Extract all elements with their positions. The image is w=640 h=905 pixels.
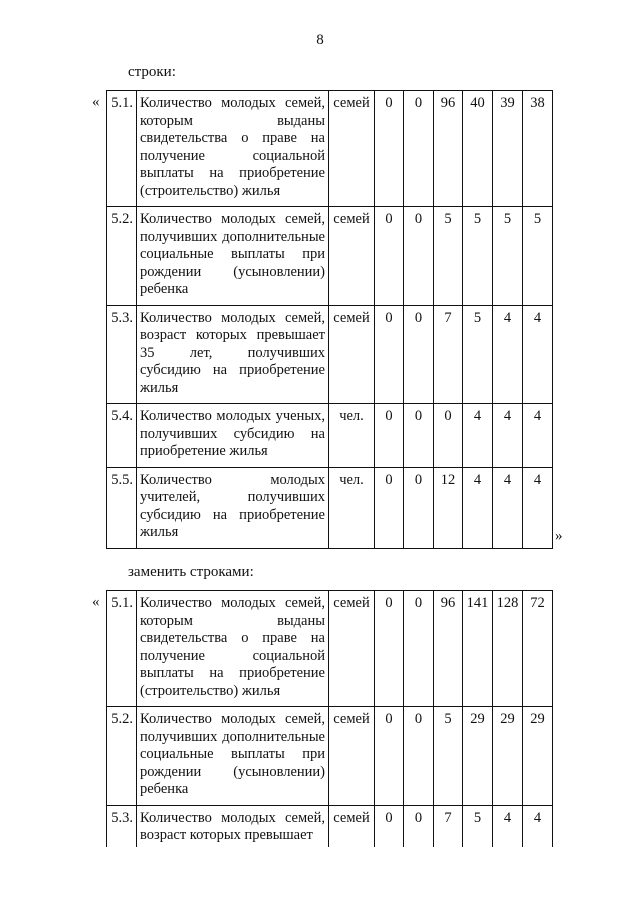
row-value: 0 <box>375 404 404 468</box>
row-value: 5 <box>434 707 463 806</box>
row-value: 0 <box>375 707 404 806</box>
row-value: 5 <box>523 207 553 306</box>
table-row <box>107 591 553 707</box>
table-row <box>107 467 553 548</box>
row-description: Количество молодых семей, которым выданы свидетельства о праве на получение социальной выплаты на приобретение (строительство) жилья <box>137 591 329 707</box>
section-label-new: заменить строками: <box>128 564 254 580</box>
row-description: Количество молодых семей, которым выданы свидетельства о праве на получение социальной выплаты на приобретение (строительство) жилья <box>137 91 329 207</box>
row-value: 7 <box>434 805 463 847</box>
row-value: 0 <box>404 207 434 306</box>
row-number: 5.3. <box>107 805 137 847</box>
table-row <box>107 305 553 404</box>
table-row <box>107 207 553 306</box>
row-unit: семей <box>329 805 375 847</box>
row-value: 96 <box>434 591 463 707</box>
quote-open-old: « <box>92 94 100 110</box>
row-number: 5.2. <box>107 207 137 306</box>
row-value: 4 <box>523 805 553 847</box>
row-unit: семей <box>329 207 375 306</box>
indicator-table-new <box>106 590 553 847</box>
row-value: 4 <box>523 467 553 548</box>
row-description: Количество молодых ученых, получивших субсидию на приобретение жилья <box>137 404 329 468</box>
row-value: 5 <box>463 207 493 306</box>
row-value: 29 <box>493 707 523 806</box>
row-value: 4 <box>493 404 523 468</box>
row-value: 5 <box>463 305 493 404</box>
row-unit: семей <box>329 305 375 404</box>
row-value: 4 <box>493 467 523 548</box>
row-value: 40 <box>463 91 493 207</box>
row-value: 0 <box>404 305 434 404</box>
row-value: 4 <box>463 404 493 468</box>
row-value: 0 <box>375 207 404 306</box>
row-value: 38 <box>523 91 553 207</box>
row-description: Количество молодых семей, получивших дополнительные социальные выплаты при рождении (усыновлении) ребенка <box>137 207 329 306</box>
row-unit: семей <box>329 707 375 806</box>
page-number: 8 <box>316 32 324 48</box>
row-number: 5.4. <box>107 404 137 468</box>
row-unit: чел. <box>329 467 375 548</box>
quote-close-old: » <box>555 528 563 544</box>
row-description: Количество молодых семей, возраст которых превышает 35 лет, получивших субсидию на приобретение жилья <box>137 305 329 404</box>
row-value: 0 <box>375 305 404 404</box>
row-value: 72 <box>523 591 553 707</box>
row-description: Количество молодых семей, получивших дополнительные социальные выплаты при рождении (усыновлении) ребенка <box>137 707 329 806</box>
row-value: 96 <box>434 91 463 207</box>
row-number: 5.3. <box>107 305 137 404</box>
row-value: 12 <box>434 467 463 548</box>
row-value: 0 <box>375 467 404 548</box>
row-value: 4 <box>463 467 493 548</box>
row-value: 4 <box>493 305 523 404</box>
row-value: 29 <box>523 707 553 806</box>
table-row <box>107 805 553 847</box>
row-value: 0 <box>404 707 434 806</box>
row-value: 29 <box>463 707 493 806</box>
row-unit: семей <box>329 591 375 707</box>
row-description: Количество молодых учителей, получивших субсидию на приобретение жилья <box>137 467 329 548</box>
row-value: 128 <box>493 591 523 707</box>
row-unit: семей <box>329 91 375 207</box>
row-value: 0 <box>404 805 434 847</box>
row-value: 39 <box>493 91 523 207</box>
row-value: 0 <box>404 467 434 548</box>
row-value: 5 <box>434 207 463 306</box>
row-number: 5.5. <box>107 467 137 548</box>
row-number: 5.1. <box>107 591 137 707</box>
section-label-old: строки: <box>128 64 176 80</box>
table-row <box>107 404 553 468</box>
row-value: 0 <box>404 404 434 468</box>
row-value: 5 <box>493 207 523 306</box>
table-row <box>107 91 553 207</box>
row-value: 0 <box>375 91 404 207</box>
row-unit: чел. <box>329 404 375 468</box>
row-value: 0 <box>375 805 404 847</box>
row-number: 5.1. <box>107 91 137 207</box>
row-value: 7 <box>434 305 463 404</box>
table-row <box>107 707 553 806</box>
row-value: 0 <box>404 591 434 707</box>
quote-open-new: « <box>92 594 100 610</box>
row-number: 5.2. <box>107 707 137 806</box>
row-value: 141 <box>463 591 493 707</box>
row-value: 4 <box>493 805 523 847</box>
row-value: 0 <box>375 591 404 707</box>
row-value: 0 <box>434 404 463 468</box>
row-value: 4 <box>523 305 553 404</box>
row-description: Количество молодых семей, возраст которых превышает <box>137 805 329 847</box>
row-value: 0 <box>404 91 434 207</box>
row-value: 4 <box>523 404 553 468</box>
row-value: 5 <box>463 805 493 847</box>
indicator-table-old <box>106 90 553 549</box>
